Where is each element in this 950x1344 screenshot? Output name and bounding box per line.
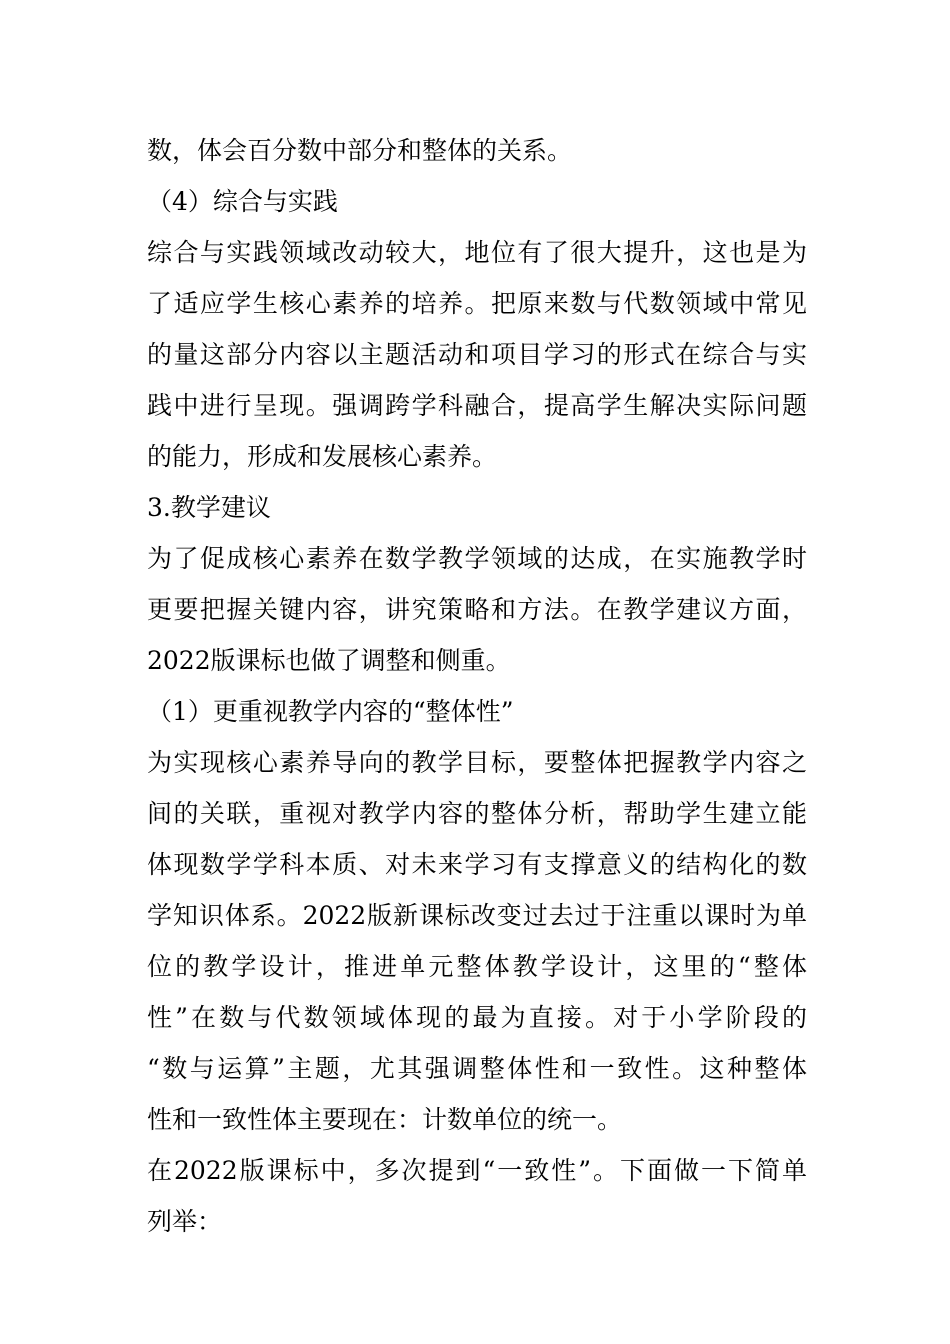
text-line-22: 列举： (147, 1207, 223, 1236)
text-line-3: 综合与实践领域改动较大，地位有了很大提升，这也是为 (147, 238, 807, 267)
text-line-19: “数与运算”主题，尤其强调整体性和一致性。这种整体 (147, 1054, 807, 1083)
text-line-11: 2022版课标也做了调整和侧重。 (147, 646, 511, 675)
text-line-13: 为实现核心素养导向的教学目标，要整体把握教学内容之 (147, 748, 807, 777)
text-line-21: 在2022版课标中，多次提到“一致性”。下面做一下简单 (147, 1156, 807, 1185)
text-line-16: 学知识体系。2022版新课标改变过去过于注重以课时为单 (147, 901, 807, 930)
text-line-9: 为了促成核心素养在数学教学领域的达成，在实施教学时 (147, 544, 807, 573)
subheading-comprehensive-practice: （4）综合与实践 (147, 187, 338, 216)
text-line-1: 数，体会百分数中部分和整体的关系。 (147, 136, 573, 165)
text-line-20: 性和一致性体主要现在：计数单位的统一。 (147, 1105, 623, 1134)
heading-teaching-suggestions: 3.教学建议 (147, 493, 271, 522)
text-line-5: 的量这部分内容以主题活动和项目学习的形式在综合与实 (147, 340, 807, 369)
text-line-15: 体现数学学科本质、对未来学习有支撑意义的结构化的数 (147, 850, 807, 879)
text-line-4: 了适应学生核心素养的培养。把原来数与代数领域中常见 (147, 289, 807, 318)
text-line-10: 更要把握关键内容，讲究策略和方法。在教学建议方面， (147, 595, 807, 624)
text-line-17: 位的教学设计，推进单元整体教学设计，这里的“整体 (147, 952, 807, 981)
text-line-6: 践中进行呈现。强调跨学科融合，提高学生解决实际问题 (147, 391, 807, 420)
text-line-7: 的能力，形成和发展核心素养。 (147, 442, 498, 471)
text-line-14: 间的关联，重视对教学内容的整体分析，帮助学生建立能 (147, 799, 807, 828)
subheading-integrity: （1）更重视教学内容的“整体性” (147, 697, 514, 726)
text-line-18: 性”在数与代数领域体现的最为直接。对于小学阶段的 (147, 1003, 807, 1032)
